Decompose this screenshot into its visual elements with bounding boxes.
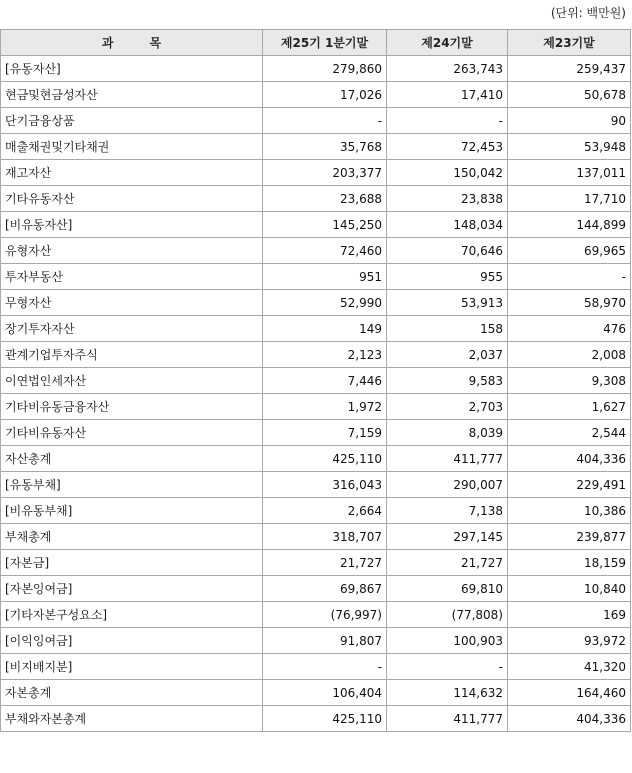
row-label: 유형자산 (1, 238, 263, 264)
row-label: 자본총계 (1, 680, 263, 706)
row-value: 69,810 (387, 576, 508, 602)
row-value: 263,743 (387, 56, 508, 82)
row-value: 21,727 (387, 550, 508, 576)
row-value: 70,646 (387, 238, 508, 264)
row-value: 17,026 (263, 82, 387, 108)
table-body (1, 56, 631, 732)
row-value: 259,437 (508, 56, 631, 82)
row-value: 9,583 (387, 368, 508, 394)
table-row (1, 342, 631, 368)
table-row (1, 82, 631, 108)
table-row (1, 472, 631, 498)
row-label: 투자부동산 (1, 264, 263, 290)
row-value: 7,159 (263, 420, 387, 446)
table-row (1, 498, 631, 524)
table-row (1, 160, 631, 186)
row-value: 2,008 (508, 342, 631, 368)
row-value: 91,807 (263, 628, 387, 654)
row-value: 58,970 (508, 290, 631, 316)
row-label: 관계기업투자주식 (1, 342, 263, 368)
row-value: 144,899 (508, 212, 631, 238)
row-label: [비유동자산] (1, 212, 263, 238)
row-value: - (263, 654, 387, 680)
row-value: 114,632 (387, 680, 508, 706)
table-row (1, 134, 631, 160)
row-value: 2,544 (508, 420, 631, 446)
table-row (1, 576, 631, 602)
row-label: [기타자본구성요소] (1, 602, 263, 628)
header-row (1, 30, 631, 56)
row-label: 이연법인세자산 (1, 368, 263, 394)
table-row (1, 108, 631, 134)
table-row (1, 368, 631, 394)
row-value: 229,491 (508, 472, 631, 498)
row-value: 425,110 (263, 446, 387, 472)
row-value: 279,860 (263, 56, 387, 82)
row-value: 297,145 (387, 524, 508, 550)
row-value: 41,320 (508, 654, 631, 680)
row-label: 장기투자자산 (1, 316, 263, 342)
row-label: [유동부채] (1, 472, 263, 498)
table-row (1, 186, 631, 212)
financial-table (0, 29, 631, 732)
row-value: (77,808) (387, 602, 508, 628)
header-period-25q1: 제25기 1분기말 (263, 30, 387, 56)
row-value: 17,710 (508, 186, 631, 212)
row-value: 404,336 (508, 706, 631, 732)
row-label: [자본잉여금] (1, 576, 263, 602)
row-label: [비지배지분] (1, 654, 263, 680)
unit-note: (단위: 백만원) (550, 6, 626, 20)
row-value: 239,877 (508, 524, 631, 550)
row-value: 93,972 (508, 628, 631, 654)
table-row (1, 524, 631, 550)
row-label: 단기금융상품 (1, 108, 263, 134)
row-label: [이익잉여금] (1, 628, 263, 654)
table-row (1, 550, 631, 576)
row-value: 1,627 (508, 394, 631, 420)
header-period-23: 제23기말 (508, 30, 631, 56)
row-value: 10,386 (508, 498, 631, 524)
row-value: 50,678 (508, 82, 631, 108)
row-label: 현금및현금성자산 (1, 82, 263, 108)
table-row (1, 264, 631, 290)
row-value: - (387, 108, 508, 134)
row-value: 53,948 (508, 134, 631, 160)
row-value: 7,138 (387, 498, 508, 524)
row-label: 기타비유동자산 (1, 420, 263, 446)
row-value: 411,777 (387, 446, 508, 472)
row-value: 476 (508, 316, 631, 342)
row-value: 52,990 (263, 290, 387, 316)
row-value: 69,965 (508, 238, 631, 264)
row-value: 149 (263, 316, 387, 342)
row-label: [유동자산] (1, 56, 263, 82)
row-value: 2,703 (387, 394, 508, 420)
row-value: 1,972 (263, 394, 387, 420)
row-value: 21,727 (263, 550, 387, 576)
row-value: 150,042 (387, 160, 508, 186)
row-label: [자본금] (1, 550, 263, 576)
row-value: 203,377 (263, 160, 387, 186)
row-value: 10,840 (508, 576, 631, 602)
row-value: 2,664 (263, 498, 387, 524)
row-value: 106,404 (263, 680, 387, 706)
row-value: 2,123 (263, 342, 387, 368)
row-value: 69,867 (263, 576, 387, 602)
row-value: 425,110 (263, 706, 387, 732)
table-row (1, 56, 631, 82)
row-value: 951 (263, 264, 387, 290)
row-value: 411,777 (387, 706, 508, 732)
row-value: 23,838 (387, 186, 508, 212)
row-value: - (508, 264, 631, 290)
header-account: 과 목 (1, 30, 263, 56)
row-value: - (263, 108, 387, 134)
row-value: 404,336 (508, 446, 631, 472)
table-row (1, 420, 631, 446)
row-value: 18,159 (508, 550, 631, 576)
table-row (1, 602, 631, 628)
table-row (1, 680, 631, 706)
row-label: 부채와자본총계 (1, 706, 263, 732)
table-row (1, 394, 631, 420)
row-value: (76,997) (263, 602, 387, 628)
row-value: 137,011 (508, 160, 631, 186)
row-value: 145,250 (263, 212, 387, 238)
row-value: 90 (508, 108, 631, 134)
table-row (1, 446, 631, 472)
row-value: 955 (387, 264, 508, 290)
row-value: 164,460 (508, 680, 631, 706)
row-label: 무형자산 (1, 290, 263, 316)
table-row (1, 238, 631, 264)
table-row (1, 212, 631, 238)
row-value: 35,768 (263, 134, 387, 160)
row-label: 기타비유동금융자산 (1, 394, 263, 420)
row-label: 자산총계 (1, 446, 263, 472)
row-value: 53,913 (387, 290, 508, 316)
row-label: 매출채권및기타채권 (1, 134, 263, 160)
row-value: 72,453 (387, 134, 508, 160)
row-value: 148,034 (387, 212, 508, 238)
row-label: 부채총계 (1, 524, 263, 550)
row-value: 100,903 (387, 628, 508, 654)
row-value: 17,410 (387, 82, 508, 108)
table-row (1, 316, 631, 342)
row-value: - (387, 654, 508, 680)
row-value: 316,043 (263, 472, 387, 498)
row-value: 318,707 (263, 524, 387, 550)
row-value: 158 (387, 316, 508, 342)
row-value: 290,007 (387, 472, 508, 498)
row-value: 23,688 (263, 186, 387, 212)
table-row (1, 654, 631, 680)
row-value: 8,039 (387, 420, 508, 446)
table-row (1, 706, 631, 732)
header-period-24: 제24기말 (387, 30, 508, 56)
row-label: [비유동부채] (1, 498, 263, 524)
row-label: 재고자산 (1, 160, 263, 186)
row-value: 169 (508, 602, 631, 628)
row-label: 기타유동자산 (1, 186, 263, 212)
row-value: 72,460 (263, 238, 387, 264)
row-value: 9,308 (508, 368, 631, 394)
row-value: 7,446 (263, 368, 387, 394)
table-row (1, 290, 631, 316)
row-value: 2,037 (387, 342, 508, 368)
table-row (1, 628, 631, 654)
